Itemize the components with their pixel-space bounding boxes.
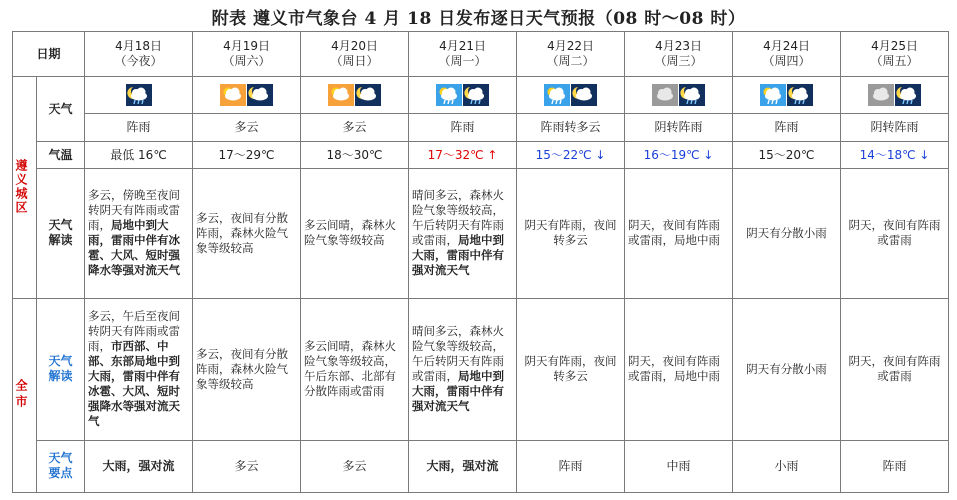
date-text: 4月23日 [655, 39, 702, 54]
city-interpretation-cell [409, 169, 517, 298]
interp-text: 多云间晴，森林火险气象等级较高 [304, 218, 397, 248]
interp-text: 阴天有阵雨，夜间转多云 [524, 354, 617, 384]
weather-icons [85, 84, 192, 106]
keypoint-cell [733, 440, 841, 492]
date-header-label: 日期 [36, 46, 61, 61]
sun-rain-icon [760, 84, 786, 106]
date-text: 4月21日 [439, 39, 486, 54]
citywide-interp-label: 天气解读 [48, 354, 73, 384]
weather-icons [301, 84, 408, 106]
keypoint-text: 小雨 [774, 458, 799, 473]
weekday-text: （周四） [762, 54, 811, 69]
interp-emphasis: 局地中到大雨，雷雨中伴有强对流天气 [412, 369, 505, 414]
citywide-interpretation-cell [625, 298, 733, 440]
weather-icons [841, 84, 948, 106]
interp-text: 阴天，夜间有阵雨或雷雨 [848, 354, 941, 384]
sun-rain-icon [544, 84, 570, 106]
weekday-text: （今夜） [114, 54, 163, 69]
city-interp-label-cell [37, 169, 85, 298]
temperature-cell [301, 142, 409, 169]
city-interpretation-cell [517, 169, 625, 298]
temperature-text: 14～18℃ ↓ [859, 147, 930, 162]
condition-text: 阵雨转多云 [540, 120, 601, 135]
temp-label: 气温 [48, 147, 73, 162]
weather-icon-cell [85, 77, 193, 114]
interp-text: 多云，午后至夜间转阴天有阵雨或雷雨， [88, 309, 181, 354]
moon-cloud-icon [355, 84, 381, 106]
interp-text: 多云，傍晚至夜间转阴天有阵雨或雷雨， [88, 188, 181, 233]
keypoint-text: 阵雨 [558, 458, 583, 473]
temperature-text: 15～22℃ ↓ [535, 147, 606, 162]
weather-icon-cell [193, 77, 301, 114]
weather-icon-cell [841, 77, 949, 114]
citywide-interpretation-cell [85, 298, 193, 440]
citywide-interpretation-cell [517, 298, 625, 440]
region-citywide-label: 全市 [14, 379, 28, 412]
citywide-interpretation-cell [733, 298, 841, 440]
sun-cloud-icon [220, 84, 246, 106]
date-column-header [409, 32, 517, 77]
cloud-icon [868, 84, 894, 106]
interp-text: 晴间多云，森林火险气象等级较高，午后转阴天有阵雨或雷雨， [412, 324, 505, 384]
date-column-header [625, 32, 733, 77]
weekday-text: （周五） [870, 54, 919, 69]
date-text: 4月19日 [223, 39, 270, 54]
weather-icon-cell [409, 77, 517, 114]
date-column-header [301, 32, 409, 77]
condition-cell [85, 114, 193, 142]
weather-icons [517, 84, 624, 106]
forecast-table [12, 31, 949, 493]
temperature-text: 16～19℃ ↓ [643, 147, 714, 162]
condition-cell [409, 114, 517, 142]
weekday-text: （周六） [222, 54, 271, 69]
interp-text: 多云，夜间有分散阵雨，森林火险气象等级较高 [196, 210, 289, 255]
citywide-interp-label-cell [37, 298, 85, 440]
interp-text: 晴间多云，森林火险气象等级较高，午后转阴天有阵雨或雷雨， [412, 188, 505, 248]
weather-icons [409, 84, 516, 106]
temperature-cell [193, 142, 301, 169]
weather-icon-cell [301, 77, 409, 114]
temperature-cell [85, 142, 193, 169]
temp-label-cell [37, 142, 85, 169]
region-citywide [13, 298, 37, 492]
interp-emphasis: 局地中到大雨，雷雨中伴有强对流天气 [412, 233, 505, 278]
interp-emphasis: 市西部、中部、东部局地中到大雨，雷雨中伴有冰雹、大风、短时强降水等强对流天气 [88, 339, 181, 429]
night-rain-icon [679, 84, 705, 106]
condition-cell [193, 114, 301, 142]
weather-label: 天气 [48, 101, 73, 116]
condition-text: 多云 [234, 120, 259, 135]
date-column-header [193, 32, 301, 77]
weather-label-cell [37, 77, 85, 142]
keypoint-label-cell [37, 440, 85, 492]
night-rain-icon [787, 84, 813, 106]
weather-icons [193, 84, 300, 106]
city-interpretation-cell [625, 169, 733, 298]
night-rain-icon [126, 84, 152, 106]
condition-text: 阵雨 [126, 120, 151, 135]
keypoint-text: 大雨，强对流 [102, 458, 175, 473]
condition-cell [301, 114, 409, 142]
city-interpretation-cell [301, 169, 409, 298]
night-rain-icon [895, 84, 921, 106]
moon-cloud-icon [571, 84, 597, 106]
keypoint-cell [625, 440, 733, 492]
city-interpretation-cell [841, 169, 949, 298]
interp-text: 阴天有分散小雨 [746, 361, 827, 376]
citywide-interpretation-cell [409, 298, 517, 440]
city-interpretation-cell [193, 169, 301, 298]
keypoint-cell [301, 440, 409, 492]
condition-cell [625, 114, 733, 142]
interp-text: 多云间晴，森林火险气象等级较高，午后东部、北部有分散阵雨或雷雨 [304, 339, 397, 399]
moon-cloud-icon [247, 84, 273, 106]
temperature-cell [733, 142, 841, 169]
condition-cell [517, 114, 625, 142]
temperature-text: 17～29℃ [218, 147, 275, 162]
weather-icons [733, 84, 840, 106]
city-interpretation-cell [733, 169, 841, 298]
keypoint-cell [517, 440, 625, 492]
interp-text: 阴天，夜间有阵雨或雷雨，局地中雨 [628, 218, 721, 248]
weather-icons [625, 84, 732, 106]
interp-text: 阴天有分散小雨 [746, 225, 827, 240]
keypoint-cell [409, 440, 517, 492]
keypoint-cell [193, 440, 301, 492]
sun-rain-icon [436, 84, 462, 106]
date-header [13, 32, 85, 77]
condition-text: 阴转阵雨 [654, 120, 703, 135]
condition-text: 阴转阵雨 [870, 120, 919, 135]
temperature-text: 最低 16℃ [110, 147, 167, 162]
keypoint-text: 中雨 [666, 458, 691, 473]
sun-cloud-icon [328, 84, 354, 106]
weather-icon-cell [625, 77, 733, 114]
date-text: 4月24日 [763, 39, 810, 54]
night-rain-icon [463, 84, 489, 106]
date-column-header [85, 32, 193, 77]
weekday-text: （周一） [438, 54, 487, 69]
weekday-text: （周二） [546, 54, 595, 69]
date-text: 4月25日 [871, 39, 918, 54]
keypoint-cell [841, 440, 949, 492]
city-interpretation-cell [85, 169, 193, 298]
keypoint-text: 大雨，强对流 [426, 458, 499, 473]
weekday-text: （周日） [330, 54, 379, 69]
temperature-cell [409, 142, 517, 169]
citywide-interpretation-cell [193, 298, 301, 440]
citywide-interpretation-cell [841, 298, 949, 440]
date-column-header [733, 32, 841, 77]
temperature-cell [625, 142, 733, 169]
condition-text: 多云 [342, 120, 367, 135]
weather-icon-cell [733, 77, 841, 114]
cloud-icon [652, 84, 678, 106]
temperature-text: 17～32℃ ↑ [427, 147, 498, 162]
city-interp-label: 天气解读 [48, 218, 73, 248]
region-city-label: 遵义城区 [14, 159, 28, 216]
page-title: 附表 遵义市气象台 4 月 18 日发布逐日天气预报（08 时～08 时） [211, 9, 746, 29]
keypoint-text: 多云 [234, 458, 259, 473]
date-text: 4月22日 [547, 39, 594, 54]
date-text: 4月20日 [331, 39, 378, 54]
keypoint-label: 天气要点 [48, 451, 73, 481]
interp-text: 阴天，夜间有阵雨或雷雨，局地中雨 [628, 354, 721, 384]
temperature-cell [841, 142, 949, 169]
temperature-text: 15～20℃ [758, 147, 815, 162]
interp-text: 阴天，夜间有阵雨或雷雨 [848, 218, 941, 248]
keypoint-text: 多云 [342, 458, 367, 473]
interp-text: 多云，夜间有分散阵雨，森林火险气象等级较高 [196, 346, 289, 391]
citywide-interpretation-cell [301, 298, 409, 440]
condition-text: 阵雨 [450, 120, 475, 135]
weather-icon-cell [517, 77, 625, 114]
temperature-text: 18～30℃ [326, 147, 383, 162]
condition-text: 阵雨 [774, 120, 799, 135]
condition-cell [733, 114, 841, 142]
interp-text: 阴天有阵雨，夜间转多云 [524, 218, 617, 248]
interp-emphasis: 局地中到大雨，雷雨中伴有冰雹、大风、短时强降水等强对流天气 [88, 218, 181, 278]
temperature-cell [517, 142, 625, 169]
keypoint-cell [85, 440, 193, 492]
region-city [13, 77, 37, 298]
keypoint-text: 阵雨 [882, 458, 907, 473]
weekday-text: （周三） [654, 54, 703, 69]
date-text: 4月18日 [115, 39, 162, 54]
date-column-header [841, 32, 949, 77]
condition-cell [841, 114, 949, 142]
date-column-header [517, 32, 625, 77]
